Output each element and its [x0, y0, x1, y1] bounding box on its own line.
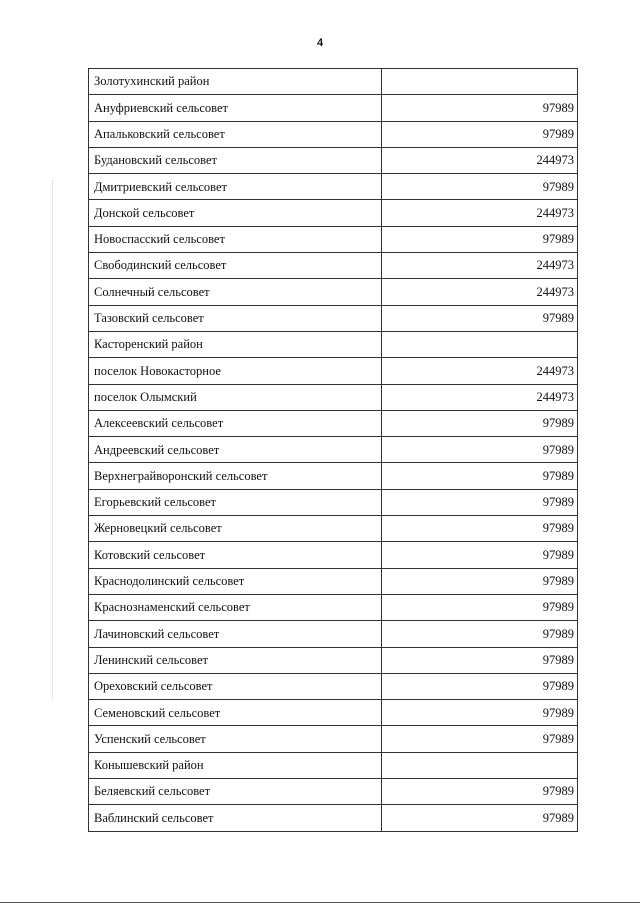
table-row [89, 279, 578, 305]
amount-cell: 97989 [382, 305, 578, 331]
amount-cell [382, 331, 578, 357]
municipality-name-cell: Ореховский сельсовет [89, 673, 382, 699]
amount-cell [382, 752, 578, 778]
municipality-name-cell: Алексеевский сельсовет [89, 410, 382, 436]
municipality-name-cell: Касторенский район [89, 331, 382, 357]
amount-cell [382, 69, 578, 95]
municipality-name-cell: Беляевский сельсовет [89, 779, 382, 805]
amount-cell: 97989 [382, 410, 578, 436]
amount-cell: 97989 [382, 594, 578, 620]
table-row [89, 779, 578, 805]
municipality-name-cell: Дмитриевский сельсовет [89, 174, 382, 200]
amount-cell: 97989 [382, 437, 578, 463]
amount-cell: 244973 [382, 200, 578, 226]
municipality-name-cell: Золотухинский район [89, 69, 382, 95]
amount-cell: 244973 [382, 279, 578, 305]
municipality-name-cell: Новоспасский сельсовет [89, 226, 382, 252]
table-row [89, 594, 578, 620]
allocation-table [88, 68, 578, 832]
table-row [89, 358, 578, 384]
amount-cell: 97989 [382, 647, 578, 673]
table-row [89, 489, 578, 515]
municipality-name-cell: Егорьевский сельсовет [89, 489, 382, 515]
municipality-name-cell: Семеновский сельсовет [89, 700, 382, 726]
table-row [89, 621, 578, 647]
table-row [89, 437, 578, 463]
municipality-name-cell: Свободинский сельсовет [89, 253, 382, 279]
amount-cell: 97989 [382, 700, 578, 726]
table-row [89, 647, 578, 673]
page-number: 4 [316, 37, 324, 49]
municipality-name-cell: Ленинский сельсовет [89, 647, 382, 673]
table-row [89, 805, 578, 831]
table-row [89, 226, 578, 252]
table-row [89, 673, 578, 699]
table-row [89, 410, 578, 436]
municipality-name-cell: поселок Новокасторное [89, 358, 382, 384]
table-row [89, 121, 578, 147]
table-body [89, 69, 578, 832]
table-row [89, 174, 578, 200]
table-row [89, 568, 578, 594]
table-row [89, 147, 578, 173]
amount-cell: 97989 [382, 489, 578, 515]
amount-cell: 244973 [382, 358, 578, 384]
amount-cell: 97989 [382, 174, 578, 200]
municipality-name-cell: Ануфриевский сельсовет [89, 95, 382, 121]
table-row [89, 305, 578, 331]
scan-margin-mark [52, 180, 54, 700]
amount-cell: 97989 [382, 568, 578, 594]
municipality-name-cell: Верхнеграйворонский сельсовет [89, 463, 382, 489]
amount-cell: 97989 [382, 121, 578, 147]
table-row [89, 700, 578, 726]
municipality-name-cell: Успенский сельсовет [89, 726, 382, 752]
municipality-name-cell: Котовский сельсовет [89, 542, 382, 568]
municipality-name-cell: Донской сельсовет [89, 200, 382, 226]
table-row [89, 542, 578, 568]
table-row [89, 253, 578, 279]
municipality-name-cell: Апальковский сельсовет [89, 121, 382, 147]
amount-cell: 244973 [382, 253, 578, 279]
municipality-name-cell: Тазовский сельсовет [89, 305, 382, 331]
amount-cell: 244973 [382, 147, 578, 173]
municipality-name-cell: поселок Олымский [89, 384, 382, 410]
district-header-row [89, 69, 578, 95]
scan-bottom-edge [0, 902, 640, 903]
amount-cell: 97989 [382, 779, 578, 805]
amount-cell: 97989 [382, 621, 578, 647]
district-header-row [89, 331, 578, 357]
municipality-name-cell: Жерновецкий сельсовет [89, 516, 382, 542]
amount-cell: 97989 [382, 516, 578, 542]
municipality-name-cell: Солнечный сельсовет [89, 279, 382, 305]
amount-cell: 97989 [382, 805, 578, 831]
amount-cell: 97989 [382, 95, 578, 121]
municipality-name-cell: Конышевский район [89, 752, 382, 778]
table-row [89, 95, 578, 121]
table-row [89, 463, 578, 489]
amount-cell: 97989 [382, 726, 578, 752]
table-row [89, 200, 578, 226]
amount-cell: 97989 [382, 226, 578, 252]
municipality-name-cell: Лачиновский сельсовет [89, 621, 382, 647]
amount-cell: 97989 [382, 463, 578, 489]
table-row [89, 384, 578, 410]
municipality-name-cell: Ваблинский сельсовет [89, 805, 382, 831]
amount-cell: 97989 [382, 542, 578, 568]
amount-cell: 244973 [382, 384, 578, 410]
table-row [89, 516, 578, 542]
table-row [89, 726, 578, 752]
municipality-name-cell: Краснознаменский сельсовет [89, 594, 382, 620]
district-header-row [89, 752, 578, 778]
municipality-name-cell: Краснодолинский сельсовет [89, 568, 382, 594]
municipality-name-cell: Андреевский сельсовет [89, 437, 382, 463]
amount-cell: 97989 [382, 673, 578, 699]
municipality-name-cell: Будановский сельсовет [89, 147, 382, 173]
